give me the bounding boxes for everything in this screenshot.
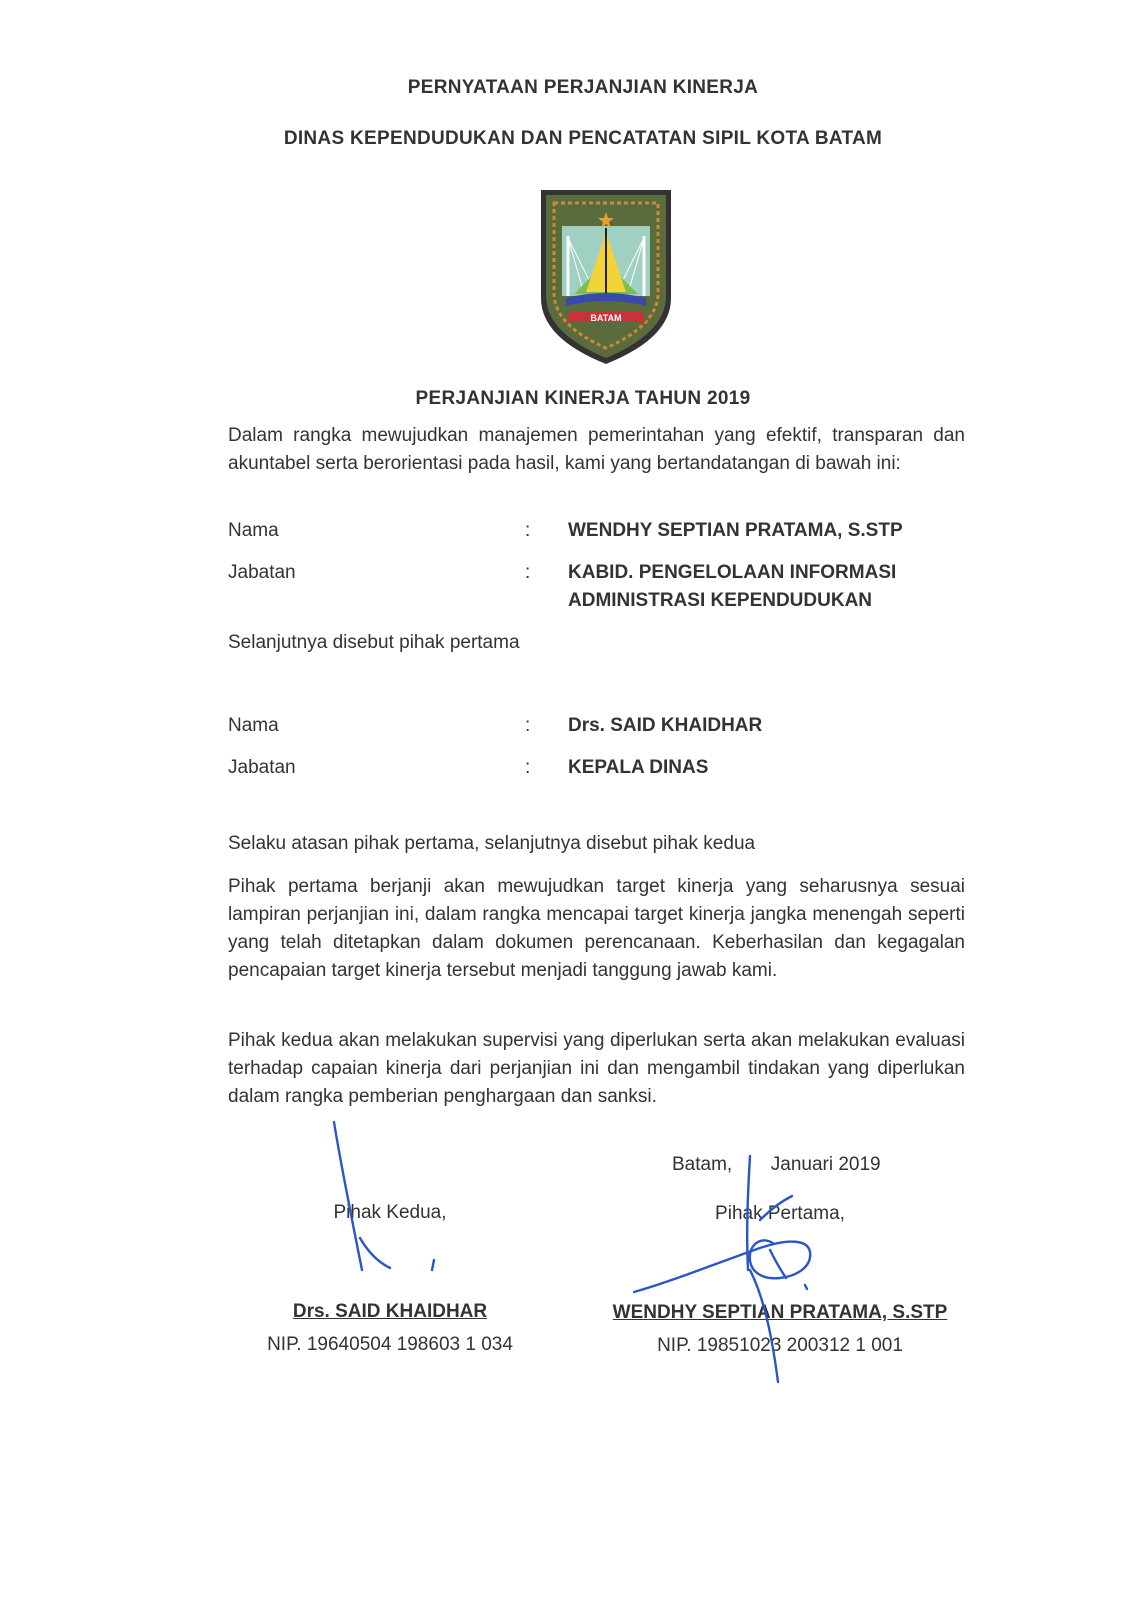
second-party-note: Selaku atasan pihak pertama, selanjutnya disebut pihak kedua	[228, 833, 756, 854]
supervision-paragraph: Pihak kedua akan melakukan supervisi yang diperlukan serta akan melakukan evaluasi terhadap capaian kinerja dari perjanjian ini dan mengambil tindakan yang diperlukan dalam rangka pemberian penghargaan dan sanksi.	[228, 1030, 965, 1107]
right-handwritten-signature	[630, 1150, 850, 1390]
right-signatory-nip: NIP. 19851023 200312 1 001	[657, 1335, 903, 1356]
document-title: PERNYATAAN PERJANJIAN KINERJA	[407, 77, 759, 98]
emblem-banner-text: BATAM	[590, 313, 622, 323]
first-party-position-label: Jabatan	[228, 562, 296, 583]
colon: :	[525, 520, 531, 541]
second-party-name-label: Nama	[228, 715, 279, 736]
first-party-position-line1: KABID. PENGELOLAAN INFORMASI	[568, 562, 897, 583]
batam-emblem-icon	[538, 188, 674, 368]
colon: :	[525, 715, 531, 736]
second-party-name-value: Drs. SAID KHAIDHAR	[568, 715, 763, 736]
left-signatory-nip: NIP. 19640504 198603 1 034	[267, 1334, 513, 1355]
first-party-name-value: WENDHY SEPTIAN PRATAMA, S.STP	[568, 520, 903, 541]
commitment-paragraph: Pihak pertama berjanji akan mewujudkan target kinerja yang seharusnya sesuai lampiran perjanjian ini, dalam rangka mencapai target kinerja jangka menengah seperti yang telah ditetapkan dalam dokumen perencanaan. Keberhasilan dan kegagalan pencapaian target kinerja tersebut menjadi tanggung jawab kami.	[228, 876, 965, 981]
date: Januari 2019	[770, 1154, 881, 1175]
section-title: PERJANJIAN KINERJA TAHUN 2019	[415, 388, 751, 409]
institution-title: DINAS KEPENDUDUKAN DAN PENCATATAN SIPIL KOTA BATAM	[283, 128, 883, 149]
first-party-position-line2: ADMINISTRASI KEPENDUDUKAN	[568, 590, 873, 611]
second-party-position-value: KEPALA DINAS	[568, 757, 709, 778]
second-party-position-label: Jabatan	[228, 757, 296, 778]
first-party-note: Selanjutnya disebut pihak pertama	[228, 632, 520, 653]
left-signatory-name: Drs. SAID KHAIDHAR	[292, 1301, 488, 1322]
first-party-name-label: Nama	[228, 520, 279, 541]
left-signature-role: Pihak Kedua,	[333, 1202, 447, 1223]
place: Batam,	[672, 1154, 733, 1175]
right-signature-role: Pihak Pertama,	[715, 1203, 845, 1224]
right-signatory-name: WENDHY SEPTIAN PRATAMA, S.STP	[612, 1302, 948, 1323]
colon: :	[525, 562, 531, 583]
left-handwritten-signature	[320, 1120, 450, 1290]
colon: :	[525, 757, 531, 778]
intro-paragraph: Dalam rangka mewujudkan manajemen pemerintahan yang efektif, transparan dan akuntabel serta berorientasi pada hasil, kami yang bertandatangan di bawah ini:	[228, 425, 965, 474]
